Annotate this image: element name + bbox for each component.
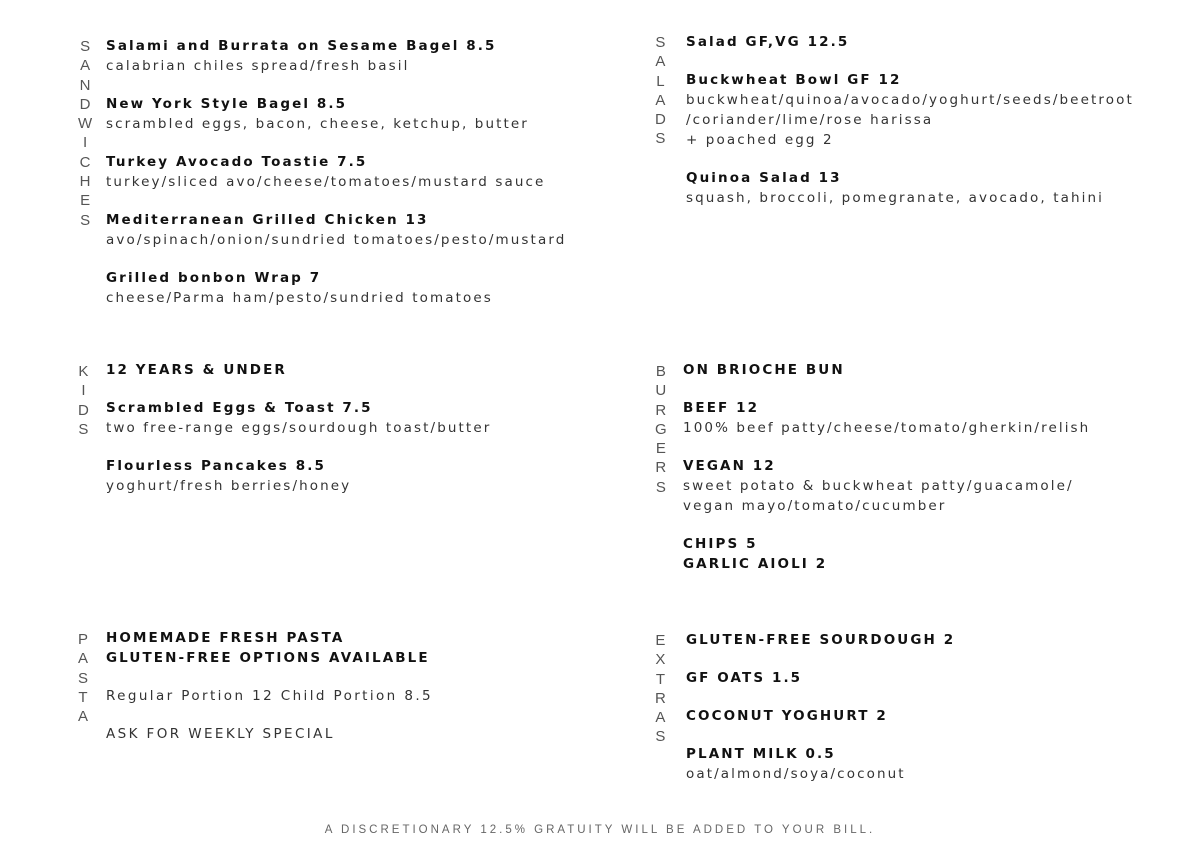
item-description: 100% beef patty/cheese/tomato/gherkin/relish (683, 420, 1091, 436)
menu-item (686, 706, 955, 726)
menu-item (683, 398, 1090, 438)
vertical-label-letter: D (78, 401, 89, 419)
vertical-label-letter: R (655, 459, 667, 477)
vertical-label-letter: T (78, 688, 88, 706)
item-description: vegan mayo/tomato/cucumber (683, 498, 947, 514)
vertical-label-letter: N (79, 76, 91, 94)
menu-item (106, 152, 566, 192)
vertical-label-letter: T (655, 670, 665, 688)
vertical-label-letter: S (655, 130, 666, 148)
menu-item (683, 534, 1090, 574)
menu-item (686, 630, 955, 650)
item-description: squash, broccoli, pomegranate, avocado, tahini (686, 190, 1104, 206)
side-item: CHIPS 5 (683, 536, 758, 552)
vertical-label-letter: S (78, 420, 89, 438)
item-description: buckwheat/quinoa/avocado/yoghurt/seeds/beetroot (686, 92, 1134, 108)
vertical-label-letter: A (655, 709, 666, 727)
vertical-label-letter: U (655, 382, 667, 400)
menu-item (686, 70, 1134, 150)
weekly-special-note: ASK FOR WEEKLY SPECIAL (106, 726, 335, 742)
menu-item (106, 36, 566, 76)
vertical-label-letter: A (655, 91, 666, 109)
vertical-label-letter: A (80, 57, 91, 75)
menu-item (106, 456, 491, 496)
vertical-label-letter: E (655, 440, 666, 458)
menu-item (106, 94, 566, 134)
vertical-label-letter: I (83, 134, 88, 152)
menu-item (686, 168, 1134, 208)
item-description: turkey/sliced avo/cheese/tomatoes/mustard sauce (106, 174, 546, 190)
extras-vertical-label (655, 631, 666, 747)
item-name: Quinoa Salad 13 (686, 170, 842, 186)
vertical-label-letter: G (655, 420, 667, 438)
vertical-label-letter: S (80, 211, 91, 229)
portion-note: Regular Portion 12 Child Portion 8.5 (106, 688, 433, 704)
vertical-label-letter: S (80, 38, 91, 55)
side-item: GARLIC AIOLI 2 (683, 556, 828, 572)
item-name: Grilled bonbon Wrap 7 (106, 270, 322, 286)
burgers-vertical-label (655, 362, 667, 497)
vertical-label-letter: E (80, 192, 91, 210)
item-name: GLUTEN-FREE SOURDOUGH 2 (686, 632, 956, 648)
item-name: COCONUT YOGHURT 2 (686, 708, 888, 724)
vertical-label-letter: L (656, 72, 665, 90)
vertical-label-letter: S (655, 728, 666, 746)
item-description: two free-range eggs/sourdough toast/butter (106, 420, 492, 436)
vertical-label-letter: C (79, 153, 91, 171)
pasta-vertical-label (78, 630, 88, 726)
item-description: oat/almond/soya/coconut (686, 766, 906, 782)
vertical-label-letter: H (79, 173, 91, 191)
item-description: + poached egg 2 (686, 132, 834, 148)
item-name: Salami and Burrata on Sesame Bagel 8.5 (106, 38, 497, 54)
gratuity-footer-note: A DISCRETIONARY 12.5% GRATUITY WILL BE ADDED TO YOUR BILL. (324, 824, 876, 836)
menu-item (686, 32, 1134, 52)
item-name: GF OATS 1.5 (686, 670, 803, 686)
item-description: sweet potato & buckwheat patty/guacamole/ (683, 478, 1074, 494)
item-description: /coriander/lime/rose harissa (686, 112, 934, 128)
item-description: cheese/Parma ham/pesto/sundried tomatoes (106, 290, 493, 306)
section-heading: ON BRIOCHE BUN (683, 362, 845, 378)
vertical-label-letter: K (78, 363, 89, 380)
section-heading: HOMEMADE FRESH PASTA (106, 630, 345, 646)
vertical-label-letter: A (655, 53, 666, 71)
menu-item (106, 210, 566, 250)
item-name: Turkey Avocado Toastie 7.5 (106, 154, 368, 170)
vertical-label-letter: W (78, 115, 93, 133)
vertical-label-letter: D (79, 95, 91, 113)
vertical-label-letter: R (655, 401, 667, 419)
menu-item (686, 744, 955, 784)
section-heading: 12 YEARS & UNDER (106, 362, 287, 378)
item-name: Flourless Pancakes 8.5 (106, 458, 326, 474)
menu-item (686, 668, 955, 688)
section-heading: GLUTEN-FREE OPTIONS AVAILABLE (106, 650, 430, 666)
item-description: yoghurt/fresh berries/honey (106, 478, 352, 494)
item-name: PLANT MILK 0.5 (686, 746, 836, 762)
menu-item (106, 398, 491, 438)
vertical-label-letter: R (655, 689, 666, 707)
item-name: VEGAN 12 (683, 458, 776, 474)
item-name: Salad GF,VG 12.5 (686, 34, 850, 50)
menu-item (106, 268, 566, 308)
vertical-label-letter: B (655, 363, 666, 380)
kids-vertical-label (78, 362, 89, 439)
vertical-label-letter: I (81, 382, 86, 400)
vertical-label-letter: S (655, 34, 666, 51)
vertical-label-letter: S (78, 669, 89, 687)
vertical-label-letter: S (655, 478, 666, 496)
vertical-label-letter: P (78, 631, 89, 648)
vertical-label-letter: A (78, 650, 89, 668)
item-name: Mediterranean Grilled Chicken 13 (106, 212, 429, 228)
item-description: avo/spinach/onion/sundried tomatoes/pesto/mustard (106, 232, 567, 248)
item-name: Buckwheat Bowl GF 12 (686, 72, 902, 88)
item-name: BEEF 12 (683, 400, 760, 416)
salads-vertical-label (655, 33, 666, 149)
item-description: scrambled eggs, bacon, cheese, ketchup, butter (106, 116, 529, 132)
menu-item (683, 456, 1090, 516)
sandwiches-vertical-label (78, 37, 92, 230)
vertical-label-letter: D (655, 111, 666, 129)
vertical-label-letter: A (78, 708, 89, 726)
item-name: Scrambled Eggs & Toast 7.5 (106, 400, 373, 416)
vertical-label-letter: X (655, 651, 666, 669)
item-description: calabrian chiles spread/fresh basil (106, 58, 410, 74)
item-name: New York Style Bagel 8.5 (106, 96, 348, 112)
vertical-label-letter: E (655, 632, 666, 649)
